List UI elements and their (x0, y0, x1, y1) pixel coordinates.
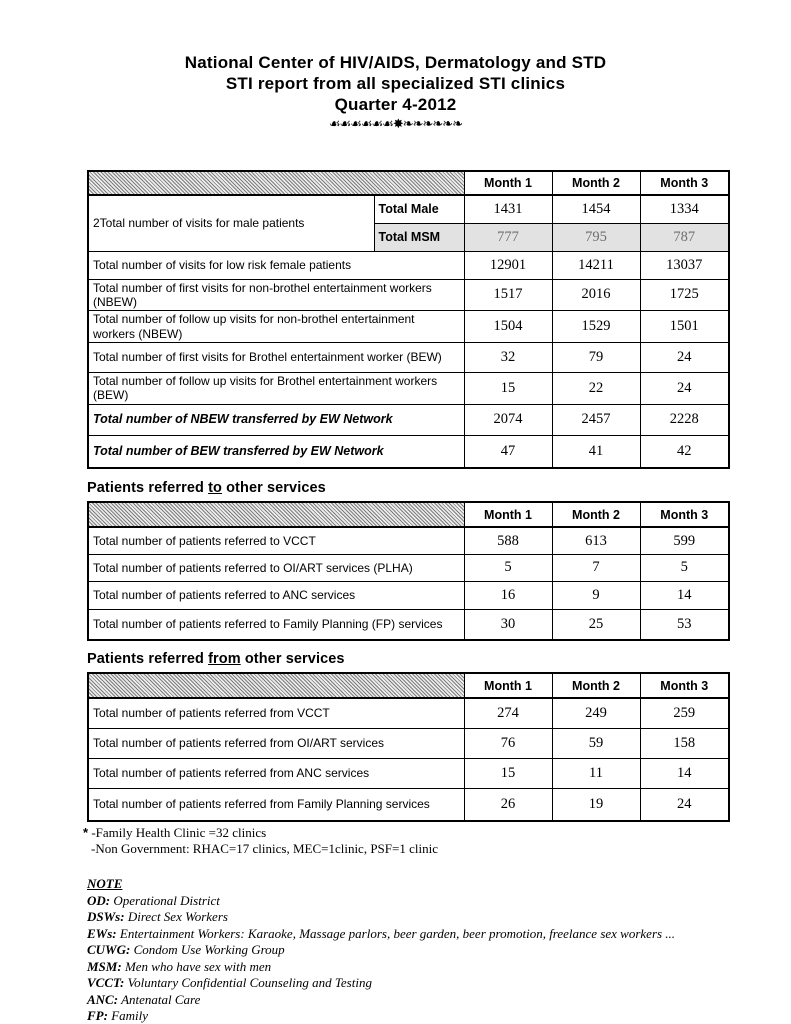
value-cell: 1431 (464, 195, 552, 223)
value-cell: 1501 (640, 311, 729, 343)
note-item (87, 959, 791, 976)
table-row (88, 609, 729, 640)
note-heading: NOTE (87, 876, 123, 892)
hatched-header-cell (88, 673, 464, 698)
value-cell: 11 (552, 758, 640, 788)
note-definition: Family (107, 1008, 149, 1024)
note-item (87, 909, 791, 926)
heading-text: other services (221, 480, 326, 497)
value-cell: 79 (552, 343, 640, 373)
note-item (87, 992, 791, 1009)
value-cell: 158 (640, 728, 729, 758)
value-cell: 24 (640, 788, 729, 821)
asterisk: * (83, 825, 89, 841)
title-line-3: Quarter 4-2012 (334, 95, 457, 114)
table-header-row (88, 171, 729, 195)
month-2-header: Month 2 (552, 171, 640, 195)
value-cell: 588 (464, 527, 552, 554)
table-row (88, 373, 729, 405)
note-term: EWs: (87, 925, 117, 941)
value-cell: 24 (640, 343, 729, 373)
row-label: Total number of first visits for non-brothel entertainment workers (NBEW) (88, 279, 464, 311)
table-header-row (88, 502, 729, 527)
referred-to-table (87, 501, 730, 641)
table-row (88, 758, 729, 788)
footnote-text: -Family Health Clinic =32 clinics (91, 825, 267, 841)
value-cell: 14 (640, 758, 729, 788)
row-label: Total number of follow up visits for non-brothel entertainment workers (NBEW) (88, 311, 464, 343)
hatched-header-cell (88, 171, 464, 195)
value-cell: 7 (552, 554, 640, 581)
month-3-header: Month 3 (640, 673, 729, 698)
value-cell: 59 (552, 728, 640, 758)
value-cell: 53 (640, 609, 729, 640)
section-heading-referred-from (87, 651, 791, 667)
row-label: Total number of patients referred to VCCT (88, 527, 464, 554)
value-cell: 32 (464, 343, 552, 373)
value-cell: 795 (552, 223, 640, 251)
table-row (88, 527, 729, 554)
table-row (88, 581, 729, 609)
table-row (88, 195, 729, 223)
note-definition: Entertainment Workers: Karaoke, Massage parlors, beer garden, beer promotion, freelance sex workers ... (116, 925, 676, 941)
value-cell: 12901 (464, 251, 552, 279)
note-item (87, 975, 791, 992)
table-row (88, 435, 729, 468)
month-1-header: Month 1 (464, 502, 552, 527)
value-cell: 1517 (464, 279, 552, 311)
row-label: 2Total number of visits for male patients (88, 195, 374, 251)
value-cell: 14211 (552, 251, 640, 279)
value-cell: 19 (552, 788, 640, 821)
value-cell: 42 (640, 435, 729, 468)
table-row (88, 554, 729, 581)
table-row (88, 728, 729, 758)
value-cell: 2228 (640, 404, 729, 435)
value-cell: 14 (640, 581, 729, 609)
visits-table (87, 170, 730, 469)
footnote-line-2: -Non Government: RHAC=17 clinics, MEC=1clinic, PSF=1 clinic (91, 840, 438, 856)
value-cell: 777 (464, 223, 552, 251)
value-cell: 1334 (640, 195, 729, 223)
title-line-1: National Center of HIV/AIDS, Dermatology and STD (184, 53, 607, 72)
value-cell: 2016 (552, 279, 640, 311)
value-cell: 274 (464, 698, 552, 728)
sub-row-label: Total Male (374, 195, 464, 223)
row-label: Total number of BEW transferred by EW Network (88, 435, 464, 468)
note-item (87, 893, 791, 910)
value-cell: 22 (552, 373, 640, 405)
value-cell: 1529 (552, 311, 640, 343)
value-cell: 13037 (640, 251, 729, 279)
value-cell: 1454 (552, 195, 640, 223)
value-cell: 47 (464, 435, 552, 468)
table-row (88, 311, 729, 343)
note-item (87, 926, 791, 943)
heading-text: Patients referred (87, 480, 209, 497)
value-cell: 24 (640, 373, 729, 405)
table-row (88, 698, 729, 728)
table-row (88, 788, 729, 821)
value-cell: 25 (552, 609, 640, 640)
row-label: Total number of patients referred from Family Planning services (88, 788, 464, 821)
heading-underlined-word: to (208, 480, 222, 497)
title-block (0, 0, 791, 132)
note-term: OD: (87, 892, 111, 908)
value-cell: 2457 (552, 404, 640, 435)
note-term: VCCT: (87, 975, 125, 991)
table-row (88, 279, 729, 311)
value-cell: 41 (552, 435, 640, 468)
value-cell: 15 (464, 758, 552, 788)
referred-from-table (87, 672, 730, 822)
month-1-header: Month 1 (464, 673, 552, 698)
note-term: CUWG: (87, 942, 131, 958)
table-row (88, 404, 729, 435)
note-definition: Condom Use Working Group (130, 942, 285, 958)
value-cell: 5 (640, 554, 729, 581)
hatched-header-cell (88, 502, 464, 527)
table-row (88, 343, 729, 373)
month-2-header: Month 2 (552, 502, 640, 527)
note-item (87, 942, 791, 959)
value-cell: 2074 (464, 404, 552, 435)
table-row (88, 251, 729, 279)
heading-text: other services (240, 651, 345, 668)
note-block (87, 876, 791, 1024)
ornament-divider: ☙☙☙☙☙☙✸❧❧❧❧❧❧ (328, 117, 463, 132)
section-heading-referred-to (87, 480, 791, 496)
row-label: Total number of patients referred from VCCT (88, 698, 464, 728)
value-cell: 26 (464, 788, 552, 821)
note-definition: Voluntary Confidential Counseling and Testing (124, 975, 372, 991)
note-term: DSWs: (87, 909, 125, 925)
note-term: MSM: (87, 958, 122, 974)
row-label: Total number of patients referred from OI/ART services (88, 728, 464, 758)
note-term: FP: (87, 1008, 108, 1024)
sub-row-label: Total MSM (374, 223, 464, 251)
note-definition: Men who have sex with men (121, 958, 272, 974)
value-cell: 249 (552, 698, 640, 728)
row-label: Total number of follow up visits for Brothel entertainment workers (BEW) (88, 373, 464, 405)
footnote-line-1 (83, 825, 791, 841)
footnotes (83, 825, 791, 856)
note-definition: Antenatal Care (118, 991, 201, 1007)
month-1-header: Month 1 (464, 171, 552, 195)
row-label: Total number of visits for low risk female patients (88, 251, 464, 279)
value-cell: 1725 (640, 279, 729, 311)
note-definition: Operational District (110, 892, 220, 908)
value-cell: 613 (552, 527, 640, 554)
table-header-row (88, 673, 729, 698)
value-cell: 16 (464, 581, 552, 609)
value-cell: 15 (464, 373, 552, 405)
note-term: ANC: (87, 991, 119, 1007)
row-label: Total number of patients referred to ANC services (88, 581, 464, 609)
note-item (87, 1008, 791, 1024)
title-line-2: STI report from all specialized STI clinics (225, 74, 566, 93)
row-label: Total number of NBEW transferred by EW Network (88, 404, 464, 435)
row-label: Total number of first visits for Brothel entertainment worker (BEW) (88, 343, 464, 373)
row-label: Total number of patients referred to Family Planning (FP) services (88, 609, 464, 640)
value-cell: 76 (464, 728, 552, 758)
value-cell: 599 (640, 527, 729, 554)
value-cell: 259 (640, 698, 729, 728)
heading-text: Patients referred (87, 651, 209, 668)
month-2-header: Month 2 (552, 673, 640, 698)
value-cell: 30 (464, 609, 552, 640)
note-definition: Direct Sex Workers (124, 909, 228, 925)
row-label: Total number of patients referred from ANC services (88, 758, 464, 788)
month-3-header: Month 3 (640, 171, 729, 195)
heading-underlined-word: from (208, 651, 241, 668)
row-label: Total number of patients referred to OI/ART services (PLHA) (88, 554, 464, 581)
month-3-header: Month 3 (640, 502, 729, 527)
value-cell: 787 (640, 223, 729, 251)
value-cell: 1504 (464, 311, 552, 343)
value-cell: 9 (552, 581, 640, 609)
value-cell: 5 (464, 554, 552, 581)
